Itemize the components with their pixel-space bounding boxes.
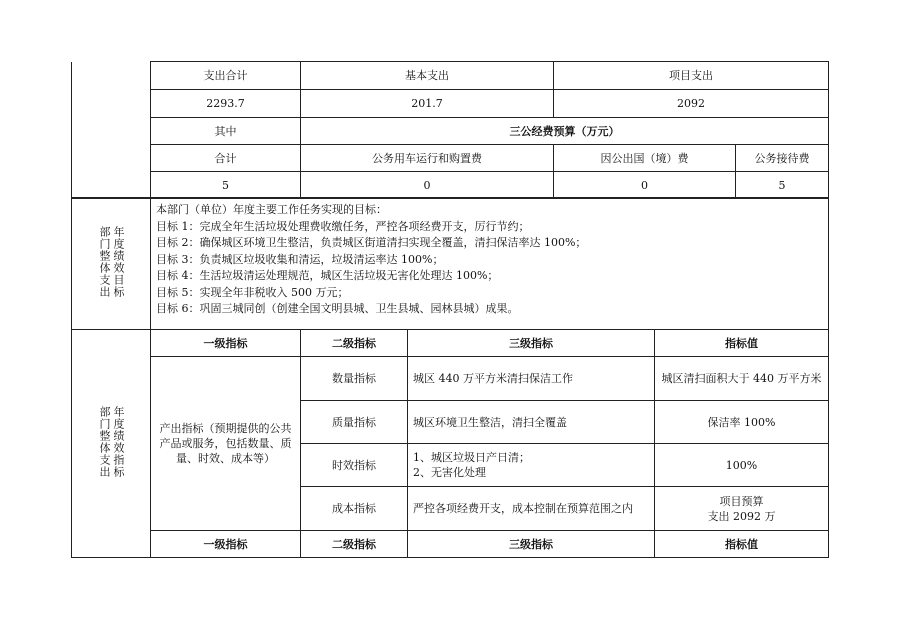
footer-header-level2: 二级指标 [301, 531, 408, 558]
header-level1: 一级指标 [151, 330, 301, 357]
summary-side-blank [72, 62, 151, 199]
three-public-title: 三公经费预算（万元） [301, 118, 829, 145]
row-cost-level2: 成本指标 [301, 487, 408, 531]
goals-label-annual: 年度绩效目标 [112, 225, 125, 298]
timeliness-line-2: 2、无害化处理 [413, 466, 486, 479]
footer-header-level3: 三级指标 [408, 531, 655, 558]
value-three-public-total: 5 [151, 172, 301, 199]
cost-value-line-2: 支出 2092 万 [707, 509, 776, 523]
timeliness-line-1: 1、城区垃圾日产日清； [413, 451, 530, 464]
header-indicator-value: 指标值 [655, 330, 829, 357]
header-level2: 二级指标 [301, 330, 408, 357]
performance-indicators-table [71, 329, 829, 558]
indicators-side-label [72, 330, 151, 558]
goals-label-department: 部门整体支出 [98, 225, 111, 298]
value-vehicle-cost: 0 [301, 172, 554, 199]
row-cost-level3: 严控各项经费开支，成本控制在预算范围之内 [408, 487, 655, 531]
row-quality-value: 保洁率 100% [655, 401, 829, 444]
row-quantity-value: 城区清扫面积大于 440 万平方米 [655, 357, 829, 401]
goal-6: 目标 6：巩固三城同创（创建全国文明县城、卫生县城、园林县城）成果。 [156, 302, 519, 315]
header-reception-cost: 公务接待费 [736, 145, 829, 172]
goals-intro: 本部门（单位）年度主要工作任务实现的目标： [156, 203, 387, 216]
value-overseas-cost: 0 [554, 172, 736, 199]
goal-3: 目标 3：负责城区垃圾收集和清运，垃圾清运率达 100%； [156, 252, 444, 266]
goal-4: 目标 4：生活垃圾清运处理规范，城区生活垃圾无害化处理达 100%； [156, 269, 499, 282]
row-quality-level2: 质量指标 [301, 401, 408, 444]
row-quantity-level3: 城区 440 万平方米清扫保洁工作 [408, 357, 655, 401]
goal-2: 目标 2：确保城区环境卫生整洁，负责城区街道清扫实现全覆盖，清扫保洁率达 100%； [156, 236, 587, 249]
value-total-expenditure: 2293.7 [151, 90, 301, 118]
row-cost-value [655, 487, 829, 531]
cost-value-line-1: 项目预算 [719, 494, 764, 508]
header-project-expenditure: 项目支出 [554, 62, 829, 90]
header-three-public-total: 合计 [151, 145, 301, 172]
header-overseas-cost: 因公出国（境）费 [554, 145, 736, 172]
output-indicator: 产出指标（预期提供的公共产品或服务，包括数量、质量、时效、成本等） [151, 357, 301, 531]
row-quantity-level2: 数量指标 [301, 357, 408, 401]
goal-5: 目标 5：实现全年非税收入 500 万元； [156, 285, 349, 299]
value-basic-expenditure: 201.7 [301, 90, 554, 118]
row-quality-level3: 城区环境卫生整洁，清扫全覆盖 [408, 401, 655, 444]
goal-1: 目标 1：完成全年生活垃圾处理费收缴任务，严控各项经费开支，厉行节约； [156, 219, 530, 233]
goals-side-label [72, 198, 151, 330]
header-basic-expenditure: 基本支出 [301, 62, 554, 90]
footer-header-level1: 一级指标 [151, 531, 301, 558]
among-label: 其中 [151, 118, 301, 145]
row-timeliness-value: 100% [655, 444, 829, 487]
budget-summary-table [71, 61, 829, 199]
footer-header-indicator-value: 指标值 [655, 531, 829, 558]
row-timeliness-level2: 时效指标 [301, 444, 408, 487]
indicators-label-annual: 年度绩效指标 [112, 405, 125, 478]
value-project-expenditure: 2092 [554, 90, 829, 118]
header-total-expenditure: 支出合计 [151, 62, 301, 90]
value-reception-cost: 5 [736, 172, 829, 199]
header-level3: 三级指标 [408, 330, 655, 357]
goals-content [151, 198, 829, 330]
indicators-label-department: 部门整体支出 [98, 405, 111, 478]
row-timeliness-level3 [408, 444, 655, 487]
header-vehicle-cost: 公务用车运行和购置费 [301, 145, 554, 172]
performance-goals-table [71, 197, 829, 330]
